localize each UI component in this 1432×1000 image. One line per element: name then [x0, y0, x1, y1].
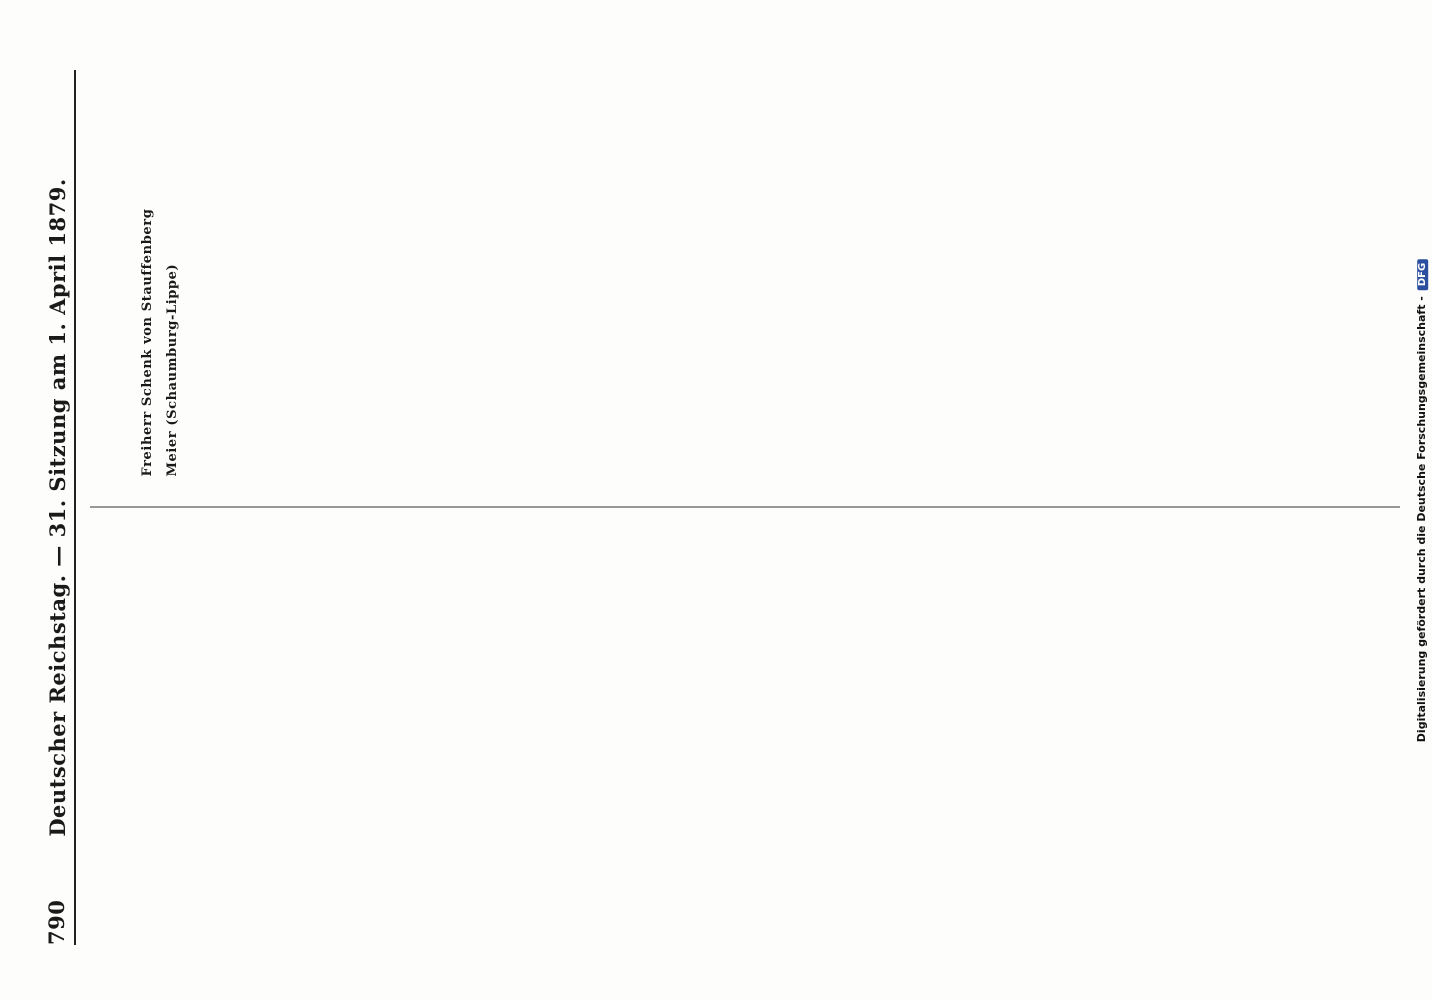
header-title: Deutscher Reichstag. — 31. Sitzung am 1. April 1879.: [44, 178, 70, 837]
digitization-watermark: [1414, 0, 1430, 1000]
speaker-name: Meier (Schaumburg-Lippe): [164, 263, 180, 477]
paragraph: [90, 519, 109, 946]
column-left: [90, 519, 1400, 946]
text-columns: [90, 70, 1400, 945]
paragraph: [164, 70, 183, 497]
dfg-logo: DFG: [1418, 258, 1429, 289]
watermark-text: Digitalisierung gefördert durch die Deutsche Forschungsgemeinschaft -: [1415, 295, 1429, 742]
page-number: 790: [44, 899, 69, 945]
paragraph: [139, 70, 158, 497]
column-divider: [90, 507, 1400, 508]
page-header: [40, 70, 76, 945]
column-right: [90, 70, 1400, 497]
paragraph: [115, 70, 134, 497]
paragraph: [90, 70, 109, 497]
speaker-name: Freiherr Schenk von Stauffenberg: [140, 208, 156, 477]
